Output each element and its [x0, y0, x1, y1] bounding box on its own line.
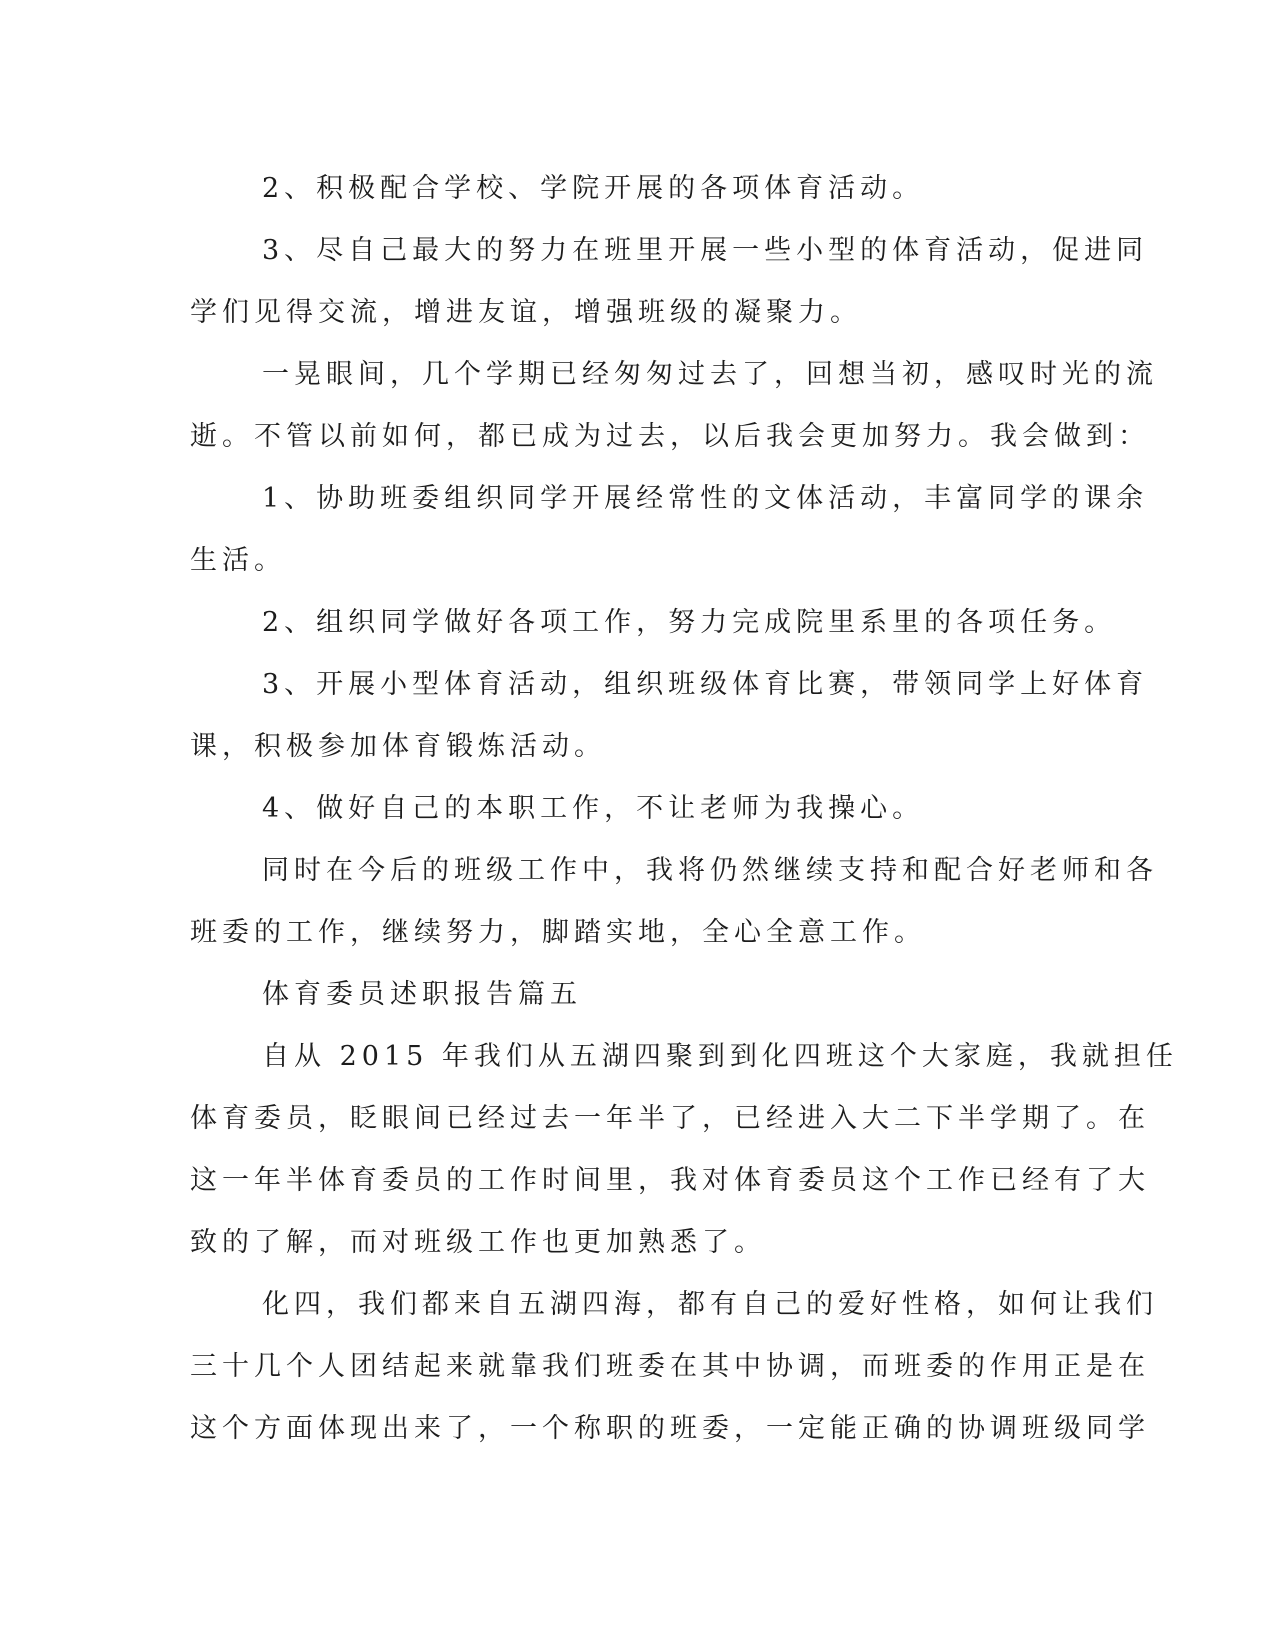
paragraph-class-line-1: 化四，我们都来自五湖四海，都有自己的爱好性格，如何让我们 — [262, 1289, 1158, 1320]
plan-item-3-line-1: 3、开展小型体育活动，组织班级体育比赛，带领同学上好体育 — [262, 669, 1149, 700]
paragraph-reflection-line-1: 一晃眼间，几个学期已经匆匆过去了，回想当初，感叹时光的流 — [262, 359, 1158, 390]
paragraph-intro-line-1: 自从 2015 年我们从五湖四聚到到化四班这个大家庭，我就担任 — [262, 1041, 1178, 1072]
plan-item-1-line-1: 1、协助班委组织同学开展经常性的文体活动，丰富同学的课余 — [262, 483, 1149, 514]
document-body — [190, 158, 1178, 1460]
list-item-3-line-2: 学们见得交流，增进友谊，增强班级的凝聚力。 — [190, 297, 862, 328]
paragraph-class-line-3: 这个方面体现出来了，一个称职的班委，一定能正确的协调班级同学 — [190, 1413, 1150, 1444]
paragraph-intro-line-4: 致的了解，而对班级工作也更加熟悉了。 — [190, 1227, 766, 1258]
section-heading: 体育委员述职报告篇五 — [262, 979, 582, 1010]
paragraph-intro-line-2: 体育委员，眨眼间已经过去一年半了，已经进入大二下半学期了。在 — [190, 1103, 1150, 1134]
plan-item-1-line-2: 生活。 — [190, 545, 286, 576]
plan-item-4: 4、做好自己的本职工作，不让老师为我操心。 — [262, 793, 925, 824]
list-item-2: 2、积极配合学校、学院开展的各项体育活动。 — [262, 173, 925, 204]
list-item-3-line-1: 3、尽自己最大的努力在班里开展一些小型的体育活动，促进同 — [262, 235, 1149, 266]
plan-item-3-line-2: 课，积极参加体育锻炼活动。 — [190, 731, 606, 762]
plan-item-2: 2、组织同学做好各项工作，努力完成院里系里的各项任务。 — [262, 607, 1117, 638]
paragraph-reflection-line-2: 逝。不管以前如何，都已成为过去，以后我会更加努力。我会做到： — [190, 421, 1150, 452]
paragraph-closing-line-1: 同时在今后的班级工作中，我将仍然继续支持和配合好老师和各 — [262, 855, 1158, 886]
paragraph-intro-line-3: 这一年半体育委员的工作时间里，我对体育委员这个工作已经有了大 — [190, 1165, 1150, 1196]
paragraph-class-line-2: 三十几个人团结起来就靠我们班委在其中协调，而班委的作用正是在 — [190, 1351, 1150, 1382]
paragraph-closing-line-2: 班委的工作，继续努力，脚踏实地，全心全意工作。 — [190, 917, 926, 948]
